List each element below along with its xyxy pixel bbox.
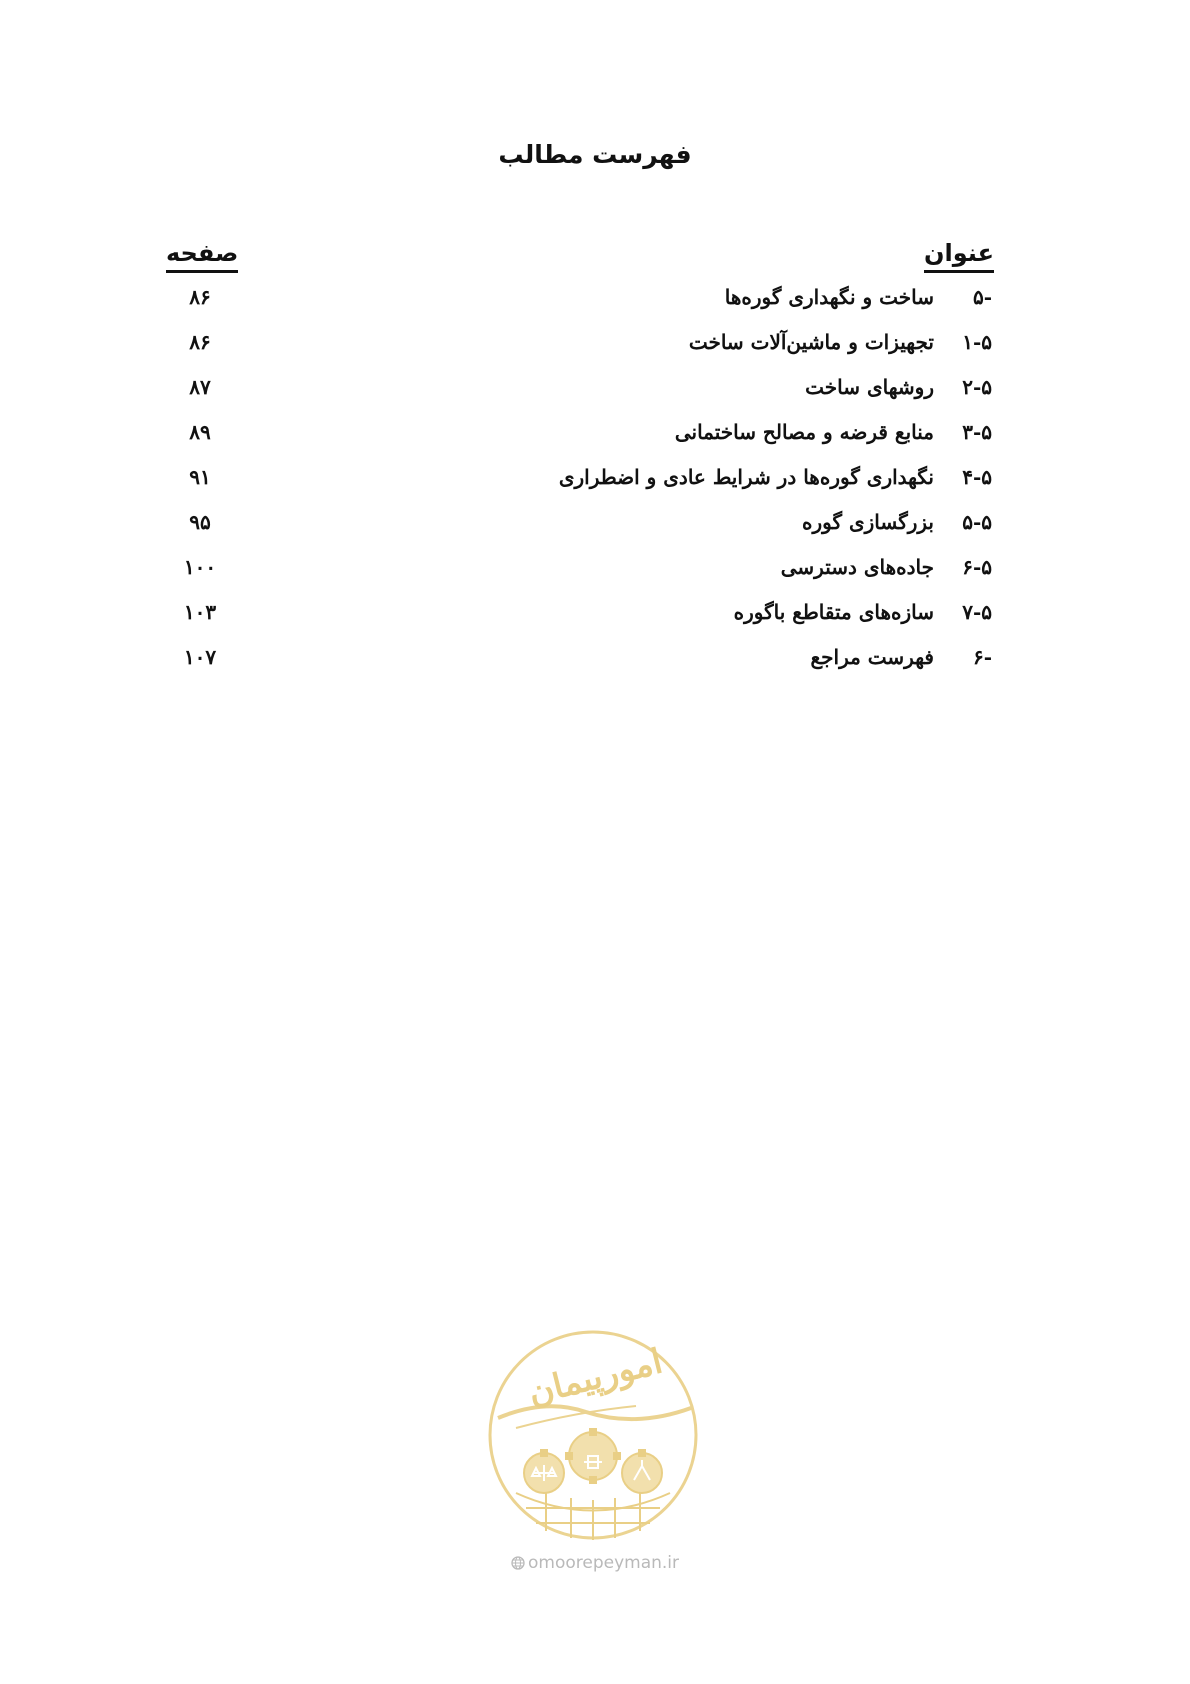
toc-page-number: ۱۰۷: [183, 645, 217, 669]
toc-number: ۶-۵: [962, 555, 992, 579]
toc-row[interactable]: [0, 415, 1190, 457]
toc-title: فهرست مراجع: [810, 645, 934, 669]
toc-title: منابع قرضه و مصالح ساختمانی: [674, 420, 934, 444]
toc-title: تجهیزات و ماشین‌آلات ساخت: [688, 330, 934, 354]
page-title: فهرست مطالب: [498, 140, 692, 169]
title-column-header: عنوان: [924, 238, 994, 273]
toc-title: بزرگسازی گوره: [802, 510, 934, 534]
toc-row[interactable]: [0, 550, 1190, 592]
toc-title: جاده‌های دسترسی: [780, 555, 934, 579]
toc-title: ساخت و نگهداری گوره‌ها: [724, 285, 934, 309]
toc-row[interactable]: [0, 595, 1190, 637]
watermark-logo: [486, 1328, 700, 1542]
toc-number: ۳-۵: [962, 420, 992, 444]
toc-row[interactable]: [0, 370, 1190, 412]
toc-number: ۵-۵: [962, 510, 992, 534]
toc-page-number: ۹۵: [189, 510, 211, 534]
toc-page-number: ۸۶: [189, 285, 211, 309]
toc-page-number: ۸۷: [189, 375, 211, 399]
toc-number: -۵: [972, 285, 992, 309]
toc-number: ۷-۵: [962, 600, 992, 624]
toc-title: روشهای ساخت: [805, 375, 934, 399]
toc-page-number: ۱۰۰: [183, 555, 217, 579]
toc-row[interactable]: [0, 325, 1190, 367]
toc-row[interactable]: [0, 505, 1190, 547]
toc-page-number: ۸۹: [189, 420, 211, 444]
globe-icon: [511, 1556, 525, 1570]
toc-number: ۱-۵: [962, 330, 992, 354]
toc-title: نگهداری گوره‌ها در شرایط عادی و اضطراری: [558, 465, 934, 489]
toc-page-number: ۸۶: [189, 330, 211, 354]
toc-number: ۲-۵: [962, 375, 992, 399]
toc-page-number: ۹۱: [189, 465, 211, 489]
watermark-url-text: omoorepeyman.ir: [527, 1553, 680, 1573]
toc-number: -۶: [972, 645, 992, 669]
watermark-logo-text: امورپیمان: [524, 1341, 667, 1414]
toc-row[interactable]: [0, 460, 1190, 502]
watermark-url: [0, 1553, 1190, 1573]
toc-row[interactable]: [0, 280, 1190, 322]
toc-row[interactable]: [0, 640, 1190, 682]
page-column-header: صفحه: [166, 238, 238, 273]
toc-number: ۴-۵: [962, 465, 992, 489]
toc-page-number: ۱۰۳: [183, 600, 217, 624]
toc-title: سازه‌های متقاطع باگوره: [733, 600, 934, 624]
